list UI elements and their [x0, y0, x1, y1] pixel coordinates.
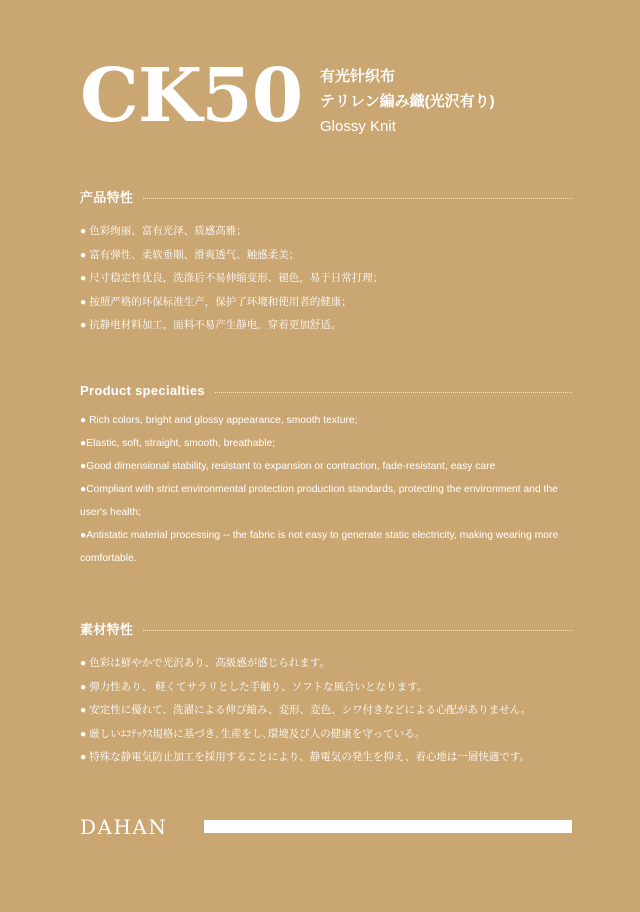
feature-list: [80, 652, 572, 770]
dotted-divider: [215, 392, 572, 393]
footer: [80, 814, 572, 842]
list-item: ● 按照严格的环保标准生产，保护了环境和使用者的健康；: [80, 295, 352, 308]
list-item: ● 弾力性あり、 軽くてサラリとした手触り、ソフトな風合いとなります。: [80, 680, 428, 693]
dotted-divider: [143, 198, 572, 199]
list-item: ● 尺寸稳定性优良，洗涤后不易伸缩变形、褪色，易于日常打理；: [80, 272, 384, 284]
section-material-features-jp: [80, 618, 572, 770]
section-title: 产品特性: [80, 189, 134, 205]
list-item: ● 特殊な静電気防止加工を採用することにより、静電気の発生を抑え、着心地は一層快適です。: [80, 751, 531, 763]
list-item: ●Elastic, soft, straight, smooth, breathable;: [80, 438, 276, 449]
section-header: [80, 380, 572, 400]
list-item: ●Good dimensional stability, resistant to expansion or contraction, fade-resistant, easy care: [80, 461, 496, 472]
section-title: 素材特性: [80, 621, 134, 637]
section-product-features-cn: [80, 186, 572, 338]
product-name-jp: テリレン編み織(光沢有り): [320, 93, 495, 110]
feature-list: [80, 409, 572, 570]
section-header: [80, 618, 572, 638]
list-item: ● 色彩绚丽、富有光泽、质感高雅；: [80, 225, 247, 237]
list-item: ● Rich colors, bright and glossy appearance, smooth texture;: [80, 415, 358, 426]
list-item: ● 抗静电材料加工，面料不易产生静电，穿着更加舒适。: [80, 319, 342, 331]
product-name-en: Glossy Knit: [320, 118, 396, 135]
list-item: ● 色彩は鮮やかで光沢あり、高級感が感じられます。: [80, 657, 330, 669]
product-name-cn: 有光针织布: [320, 68, 396, 85]
list-item: ● 安定性に優れて、洗濯による伸び縮み、変形、変色、シワ付きなどによる心配がありません。: [80, 704, 532, 716]
footer-bar: [204, 820, 572, 833]
list-item: ● 厳しいｴｺﾃｯｸｽ規格に基づき､生産をし､環境及び人の健康を守っている。: [80, 727, 426, 740]
list-item: ●Compliant with strict environmental protection production standards, protecting the environment and the user's health;: [80, 484, 558, 518]
dotted-divider: [143, 630, 572, 631]
section-title: Product specialties: [80, 382, 205, 398]
product-names: [320, 64, 495, 139]
section-product-specialties-en: [80, 380, 572, 570]
model-code: CK50: [80, 53, 303, 139]
list-item: ●Antistatic material processing -- the fabric is not easy to generate static electricity, making wearing more comfortable.: [80, 530, 559, 564]
feature-list: [80, 220, 572, 338]
brand-logo: DAHAN: [80, 815, 168, 839]
section-header: [80, 186, 572, 206]
list-item: ● 富有弹性、柔软垂顺、滑爽透气、触感柔美；: [80, 248, 300, 261]
header: [80, 52, 600, 142]
